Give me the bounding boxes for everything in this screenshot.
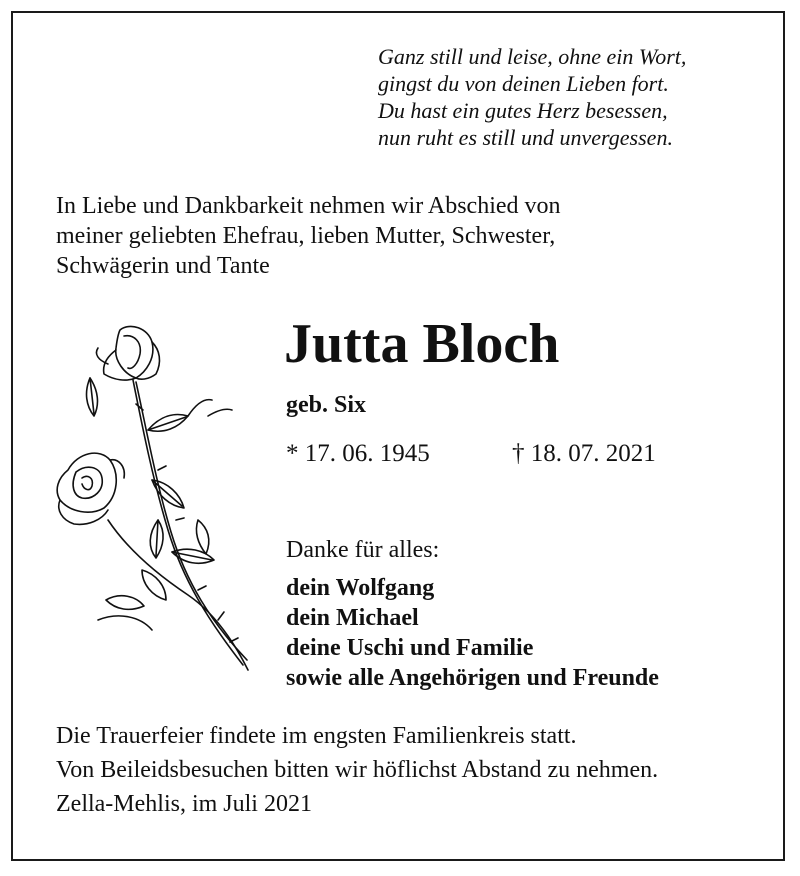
signer: dein Wolfgang xyxy=(286,575,435,601)
poem-line: Du hast ein gutes Herz besessen, xyxy=(378,98,668,123)
footer-line: Zella-Mehlis, im Juli 2021 xyxy=(56,791,312,817)
intro-text xyxy=(56,191,561,281)
signer: dein Michael xyxy=(286,605,419,631)
poem xyxy=(378,43,686,151)
intro-line: In Liebe und Dankbarkeit nehmen wir Abschied von xyxy=(56,193,561,219)
footer-text xyxy=(56,719,658,821)
rose-illustration-icon xyxy=(48,320,258,680)
poem-line: gingst du von deinen Lieben fort. xyxy=(378,71,669,96)
signer: deine Uschi und Familie xyxy=(286,635,534,661)
poem-line: Ganz still und leise, ohne ein Wort, xyxy=(378,44,687,69)
birth-name: geb. Six xyxy=(286,392,367,418)
signer: sowie alle Angehörigen und Freunde xyxy=(286,665,659,691)
intro-line: meiner geliebten Ehefrau, lieben Mutter, Schwester, xyxy=(56,223,556,249)
thanks-label: Danke für alles: xyxy=(286,537,440,563)
death-date: † 18. 07. 2021 xyxy=(512,440,656,467)
poem-line: nun ruht es still und unvergessen. xyxy=(378,125,673,150)
deceased-name: Jutta Bloch xyxy=(284,313,560,375)
intro-line: Schwägerin und Tante xyxy=(56,253,270,279)
footer-line: Die Trauerfeier findete im engsten Familienkreis statt. xyxy=(56,723,577,749)
birth-date: * 17. 06. 1945 xyxy=(286,440,430,467)
signers-list xyxy=(286,573,659,693)
footer-line: Von Beileidsbesuchen bitten wir höflichst Abstand zu nehmen. xyxy=(56,757,659,783)
